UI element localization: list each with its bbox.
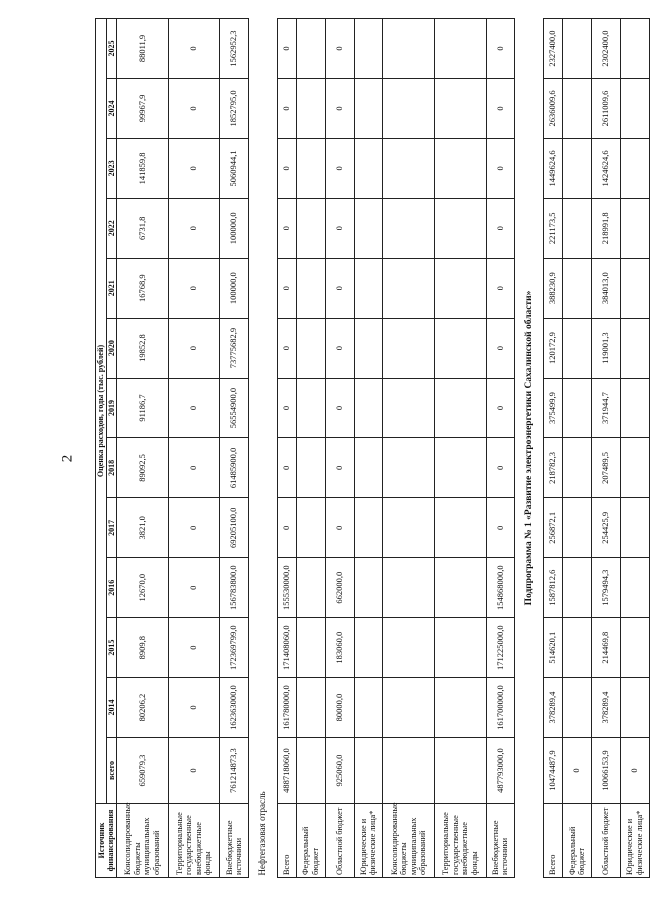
value-cell: 0	[325, 258, 354, 318]
value-cell: 100000,0	[220, 258, 249, 318]
table-row	[296, 19, 325, 878]
value-cell: 1587812,6	[544, 558, 563, 618]
value-cell	[296, 378, 325, 438]
value-cell: 0	[168, 318, 220, 378]
value-cell: 221173,5	[544, 198, 563, 258]
value-cell	[434, 618, 486, 678]
value-cell	[383, 19, 435, 79]
value-cell	[383, 378, 435, 438]
value-cell	[434, 678, 486, 738]
section-title: Нефтегазовая отрасль	[248, 19, 277, 878]
value-cell: 73775682,9	[220, 318, 249, 378]
value-cell: 254425,9	[592, 498, 621, 558]
value-cell: 172369799,0	[220, 618, 249, 678]
value-cell: 2302400,0	[592, 19, 621, 79]
value-cell	[383, 678, 435, 738]
value-cell	[383, 558, 435, 618]
value-cell	[434, 378, 486, 438]
row-label: Внебюджетные источники	[220, 804, 249, 878]
value-cell	[383, 738, 435, 804]
value-cell: 0	[486, 438, 515, 498]
page-number: 2	[59, 454, 76, 463]
row-label: Юридические и физические лица*	[354, 804, 383, 878]
value-cell: 0	[325, 498, 354, 558]
value-cell	[434, 438, 486, 498]
value-cell: 0	[325, 438, 354, 498]
value-cell	[434, 19, 486, 79]
value-cell	[354, 198, 383, 258]
row-label: Юридические и физические лица*	[620, 804, 649, 878]
value-cell: 0	[168, 79, 220, 139]
value-cell	[563, 438, 592, 498]
value-cell	[434, 318, 486, 378]
value-cell	[383, 318, 435, 378]
column-header: 2018	[106, 438, 117, 498]
value-cell: 1562952,3	[220, 19, 249, 79]
value-cell: 375499,9	[544, 378, 563, 438]
value-cell: 0	[168, 138, 220, 198]
value-cell	[354, 79, 383, 139]
value-cell: 0	[168, 19, 220, 79]
value-cell	[354, 558, 383, 618]
value-cell: 155530000,0	[277, 558, 296, 618]
value-cell: 141859,8	[117, 138, 169, 198]
value-cell: 2327400,0	[544, 19, 563, 79]
value-cell: 80206,2	[117, 678, 169, 738]
value-cell	[354, 258, 383, 318]
value-cell: 514620,1	[544, 618, 563, 678]
value-cell	[563, 258, 592, 318]
value-cell	[383, 138, 435, 198]
value-cell: 99967,9	[117, 79, 169, 139]
value-cell	[434, 79, 486, 139]
value-cell	[296, 198, 325, 258]
section-title: Подпрограмма № 1 «Развитие электроэнергетики Сахалинской области»	[515, 19, 544, 878]
value-cell: 0	[486, 138, 515, 198]
value-cell	[434, 258, 486, 318]
source-header: Источник финансирования	[96, 804, 117, 878]
value-cell: 0	[168, 558, 220, 618]
value-cell	[296, 19, 325, 79]
value-cell: 1579494,3	[592, 558, 621, 618]
row-label: Консолидированные бюджеты муниципальных образований	[383, 804, 435, 878]
column-header: 2023	[106, 138, 117, 198]
value-cell	[620, 498, 649, 558]
table-row	[544, 19, 563, 878]
value-cell: 0	[277, 318, 296, 378]
row-label: Консолидированные бюджеты муниципальных образований	[117, 804, 169, 878]
value-cell	[296, 678, 325, 738]
value-cell: 0	[277, 498, 296, 558]
column-header: 2016	[106, 558, 117, 618]
value-cell	[620, 618, 649, 678]
value-cell	[383, 258, 435, 318]
value-cell: 0	[486, 19, 515, 79]
value-cell: 1449624,6	[544, 138, 563, 198]
value-cell: 0	[277, 138, 296, 198]
value-cell: 1424624,6	[592, 138, 621, 198]
value-cell: 0	[325, 318, 354, 378]
column-header: 2015	[106, 618, 117, 678]
value-cell	[434, 558, 486, 618]
value-cell: 0	[486, 378, 515, 438]
value-cell	[620, 558, 649, 618]
value-cell	[434, 198, 486, 258]
value-cell: 12670,0	[117, 558, 169, 618]
value-cell: 2611009,6	[592, 79, 621, 139]
value-cell	[620, 378, 649, 438]
value-cell: 171225000,0	[486, 618, 515, 678]
value-cell	[620, 19, 649, 79]
value-cell	[383, 198, 435, 258]
row-label: Внебюджетные источники	[486, 804, 515, 878]
value-cell: 0	[277, 378, 296, 438]
value-cell: 0	[168, 678, 220, 738]
value-cell: 761214873,3	[220, 738, 249, 804]
value-cell: 100000,0	[220, 198, 249, 258]
value-cell	[296, 738, 325, 804]
value-cell	[383, 438, 435, 498]
value-cell	[434, 498, 486, 558]
value-cell: 0	[325, 138, 354, 198]
row-label: Всего	[277, 804, 296, 878]
value-cell: 0	[325, 79, 354, 139]
value-cell: 183060,0	[325, 618, 354, 678]
value-cell	[620, 79, 649, 139]
value-cell: 0	[486, 498, 515, 558]
value-cell: 659079,3	[117, 738, 169, 804]
value-cell	[620, 678, 649, 738]
value-cell	[354, 618, 383, 678]
value-cell: 256872,1	[544, 498, 563, 558]
value-cell: 218782,3	[544, 438, 563, 498]
value-cell	[620, 438, 649, 498]
value-cell: 0	[277, 79, 296, 139]
table-row	[325, 19, 354, 878]
value-cell: 0	[563, 738, 592, 804]
table-row	[434, 19, 486, 878]
value-cell	[296, 498, 325, 558]
value-cell	[354, 378, 383, 438]
value-cell: 0	[168, 498, 220, 558]
value-cell: 384013,0	[592, 258, 621, 318]
value-cell	[296, 79, 325, 139]
value-cell: 662000,0	[325, 558, 354, 618]
value-cell: 8909,8	[117, 618, 169, 678]
value-cell: 378289,4	[592, 678, 621, 738]
value-cell: 80000,0	[325, 678, 354, 738]
value-cell: 61485900,0	[220, 438, 249, 498]
row-label: Областной бюджет	[592, 804, 621, 878]
value-cell: 218991,8	[592, 198, 621, 258]
value-cell: 371944,7	[592, 378, 621, 438]
value-cell: 0	[168, 438, 220, 498]
value-cell	[296, 258, 325, 318]
value-cell: 207489,5	[592, 438, 621, 498]
value-cell	[354, 318, 383, 378]
value-cell: 214469,8	[592, 618, 621, 678]
value-cell	[383, 498, 435, 558]
value-cell: 0	[277, 198, 296, 258]
column-header: 2022	[106, 198, 117, 258]
value-cell: 10066153,9	[592, 738, 621, 804]
value-cell	[563, 318, 592, 378]
value-cell: 16768,9	[117, 258, 169, 318]
value-cell	[563, 79, 592, 139]
column-header: 2019	[106, 378, 117, 438]
value-cell	[563, 138, 592, 198]
estimate-header: Оценка расходов, годы (тыс. рублей)	[96, 19, 107, 804]
value-cell	[354, 738, 383, 804]
row-label: Федеральный бюджет	[296, 804, 325, 878]
column-header: 2014	[106, 678, 117, 738]
value-cell	[354, 19, 383, 79]
row-label: Областной бюджет	[325, 804, 354, 878]
row-label: Территориальные государственные внебюджетные фонды	[434, 804, 486, 878]
table-row	[592, 19, 621, 878]
value-cell: 0	[486, 198, 515, 258]
table-row	[563, 19, 592, 878]
value-cell: 120172,9	[544, 318, 563, 378]
value-cell: 0	[277, 438, 296, 498]
table-row	[486, 19, 515, 878]
value-cell: 0	[168, 258, 220, 318]
value-cell	[563, 678, 592, 738]
value-cell: 488718060,0	[277, 738, 296, 804]
rotated-table-container	[95, 18, 650, 878]
budget-table	[95, 18, 650, 878]
value-cell	[620, 318, 649, 378]
table-row	[277, 19, 296, 878]
value-cell	[354, 678, 383, 738]
value-cell	[563, 19, 592, 79]
value-cell: 0	[486, 318, 515, 378]
value-cell: 69205100,0	[220, 498, 249, 558]
value-cell	[620, 258, 649, 318]
value-cell: 119001,3	[592, 318, 621, 378]
value-cell	[296, 558, 325, 618]
value-cell: 91186,7	[117, 378, 169, 438]
value-cell	[296, 618, 325, 678]
table-row	[117, 19, 169, 878]
column-header: всего	[106, 738, 117, 804]
value-cell: 0	[168, 618, 220, 678]
value-cell	[563, 618, 592, 678]
value-cell: 1852795,0	[220, 79, 249, 139]
row-label: Территориальные государственные внебюджетные фонды	[168, 804, 220, 878]
value-cell	[296, 138, 325, 198]
value-cell: 88011,9	[117, 19, 169, 79]
value-cell: 162363000,0	[220, 678, 249, 738]
value-cell	[354, 138, 383, 198]
value-cell	[354, 438, 383, 498]
row-label: Федеральный бюджет	[563, 804, 592, 878]
table-row	[620, 19, 649, 878]
value-cell: 0	[620, 738, 649, 804]
value-cell: 0	[168, 378, 220, 438]
value-cell: 487793000,0	[486, 738, 515, 804]
column-header: 2024	[106, 79, 117, 139]
value-cell: 388230,9	[544, 258, 563, 318]
value-cell: 6731,8	[117, 198, 169, 258]
value-cell: 161780000,0	[277, 678, 296, 738]
value-cell: 925060,0	[325, 738, 354, 804]
value-cell: 3821,0	[117, 498, 169, 558]
table-row	[168, 19, 220, 878]
value-cell: 0	[486, 258, 515, 318]
value-cell	[563, 558, 592, 618]
table-row	[354, 19, 383, 878]
value-cell	[620, 198, 649, 258]
value-cell	[563, 498, 592, 558]
column-header: 2021	[106, 258, 117, 318]
value-cell: 0	[325, 19, 354, 79]
value-cell	[296, 438, 325, 498]
value-cell: 19852,8	[117, 318, 169, 378]
value-cell: 5060944,1	[220, 138, 249, 198]
value-cell	[383, 79, 435, 139]
value-cell	[383, 618, 435, 678]
value-cell: 0	[168, 738, 220, 804]
value-cell: 0	[325, 378, 354, 438]
value-cell: 156783800,0	[220, 558, 249, 618]
value-cell	[354, 498, 383, 558]
value-cell: 56554900,0	[220, 378, 249, 438]
table-row	[220, 19, 249, 878]
column-header: 2020	[106, 318, 117, 378]
value-cell: 89092,5	[117, 438, 169, 498]
value-cell: 378289,4	[544, 678, 563, 738]
value-cell: 0	[168, 198, 220, 258]
value-cell: 10474487,9	[544, 738, 563, 804]
column-header: 2025	[106, 19, 117, 79]
value-cell: 0	[325, 198, 354, 258]
row-label: Всего	[544, 804, 563, 878]
value-cell: 154868000,0	[486, 558, 515, 618]
value-cell: 0	[486, 79, 515, 139]
value-cell: 0	[277, 258, 296, 318]
value-cell: 171408060,0	[277, 618, 296, 678]
value-cell	[434, 738, 486, 804]
column-header: 2017	[106, 498, 117, 558]
value-cell	[563, 378, 592, 438]
value-cell: 161700000,0	[486, 678, 515, 738]
value-cell	[563, 198, 592, 258]
table-row	[383, 19, 435, 878]
value-cell	[434, 138, 486, 198]
value-cell: 2636009,6	[544, 79, 563, 139]
value-cell: 0	[277, 19, 296, 79]
value-cell	[296, 318, 325, 378]
value-cell	[620, 138, 649, 198]
